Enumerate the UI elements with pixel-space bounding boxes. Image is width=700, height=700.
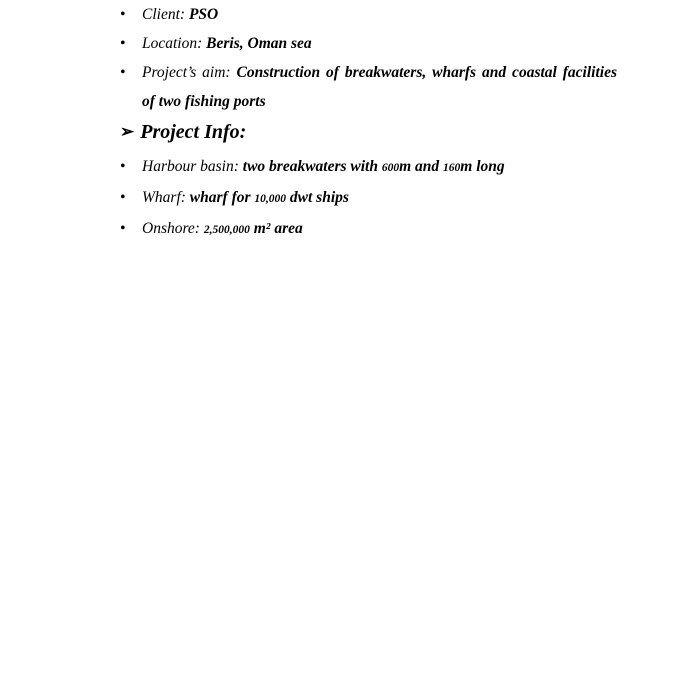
list-item-client	[0, 0, 700, 29]
project-aim-value: Construction of breakwaters, wharfs and coastal facilities of two fishing ports	[142, 64, 617, 110]
list-item-project-aim	[0, 58, 700, 116]
onshore-label: Onshore:	[142, 220, 204, 237]
wharf-value	[190, 189, 349, 206]
bullet-icon: •	[120, 158, 126, 175]
bullet-icon: •	[120, 189, 126, 206]
list-item-location	[0, 29, 700, 58]
list-item-harbour-basin	[0, 152, 700, 183]
location-value: Beris, Oman sea	[206, 35, 312, 52]
breakwater-length-2: 160	[443, 162, 461, 174]
bullet-icon: •	[120, 220, 126, 237]
harbour-basin-text-1: two breakwaters with	[242, 158, 382, 175]
project-aim-label: Project’s aim:	[142, 64, 237, 81]
project-info-heading-text: Project Info:	[140, 121, 247, 143]
bullet-icon: •	[120, 35, 126, 52]
harbour-basin-value	[243, 158, 505, 175]
list-item-onshore	[0, 214, 700, 245]
onshore-area: 2,500,000	[203, 224, 250, 236]
project-info-heading	[120, 118, 246, 147]
harbour-basin-label: Harbour basin:	[142, 158, 243, 175]
arrow-bullet-icon: ➢	[120, 122, 135, 141]
onshore-text: m² area	[249, 220, 303, 237]
breakwater-length-1: 600	[381, 162, 400, 174]
client-label: Client:	[142, 6, 189, 23]
project-details-list	[0, 0, 700, 116]
wharf-label: Wharf:	[142, 189, 190, 206]
wharf-text-1: wharf for	[189, 189, 255, 206]
location-label: Location:	[142, 35, 207, 52]
wharf-capacity: 10,000	[254, 193, 287, 205]
project-info-list	[0, 152, 700, 245]
onshore-value	[204, 220, 303, 237]
harbour-basin-text-3: m long	[460, 158, 505, 175]
harbour-basin-text-2: m and	[399, 158, 444, 175]
wharf-text-2: dwt ships	[286, 189, 349, 206]
bullet-icon: •	[120, 6, 126, 23]
client-value: PSO	[188, 6, 219, 23]
list-item-wharf	[0, 183, 700, 214]
bullet-icon: •	[120, 64, 126, 81]
